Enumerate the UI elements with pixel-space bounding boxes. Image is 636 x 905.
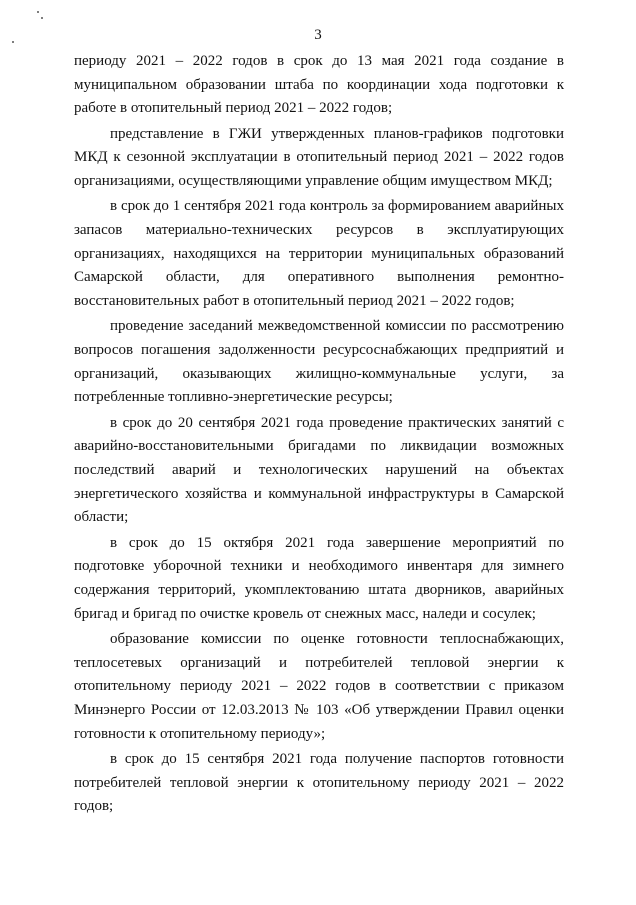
- paragraph-interagency-commission: проведение заседаний межведомственной комиссии по рассмотрению вопросов погашения задолженности ресурсоснабжающих предприятий и организаций, оказывающих жилищно-коммунальные услуги, за потребленные топливно-энергетические ресурсы;: [74, 318, 564, 406]
- document-body: [74, 50, 564, 819]
- page-number: 3: [314, 27, 322, 43]
- scan-speck: [37, 11, 39, 13]
- paragraph-practical-exercises: в срок до 20 сентября 2021 года проведение практических занятий с аварийно-восстановительными бригадами по ликвидации возможных последствий аварий и технологических нарушений на объектах энергетического хозяйства и коммунальной инфраструктуры в Самарской области;: [74, 414, 564, 526]
- paragraph-heating-staff: периоду 2021 – 2022 годов в срок до 13 мая 2021 года создание в муниципальном образовании штаба по координации хода подготовки к работе в отопительный период 2021 – 2022 годов;: [74, 53, 564, 117]
- paragraph-emergency-stocks: в срок до 1 сентября 2021 года контроль за формированием аварийных запасов материально-технических ресурсов в эксплуатирующих организациях, находящихся на территории муниципальных образований Самарской области, для оперативного выполнения ремонтно-восстановительных работ в отопительный период 2021 – 2022 годов;: [74, 198, 564, 310]
- paragraph-readiness-commission: образование комиссии по оценке готовности теплоснабжающих, теплосетевых организаций и потребителей тепловой энергии к отопительному периоду 2021 – 2022 годов в соответствии с приказом Минэнерго России от 12.03.2013 № 103 «Об утверждении Правил оценки готовности к отопительному периоду»;: [74, 630, 564, 742]
- scan-speck: [41, 17, 43, 19]
- paragraph-gzhi-schedules: представление в ГЖИ утвержденных планов-графиков подготовки МКД к сезонной эксплуатации в отопительный период 2021 – 2022 годов организациями, осуществляющими управление общим имуществом МКД;: [74, 125, 564, 190]
- paragraph-winter-equipment: в срок до 15 октября 2021 года завершение мероприятий по подготовке уборочной техники и необходимого инвентаря для зимнего содержания территорий, укомплектованию штата дворников, аварийных бригад и бригад по очистке кровель от снежных масс, наледи и сосулек;: [74, 534, 564, 622]
- paragraph-readiness-passports: в срок до 15 сентября 2021 года получение паспортов готовности потребителей тепловой энергии к отопительному периоду 2021 – 2022 годов;: [74, 750, 564, 815]
